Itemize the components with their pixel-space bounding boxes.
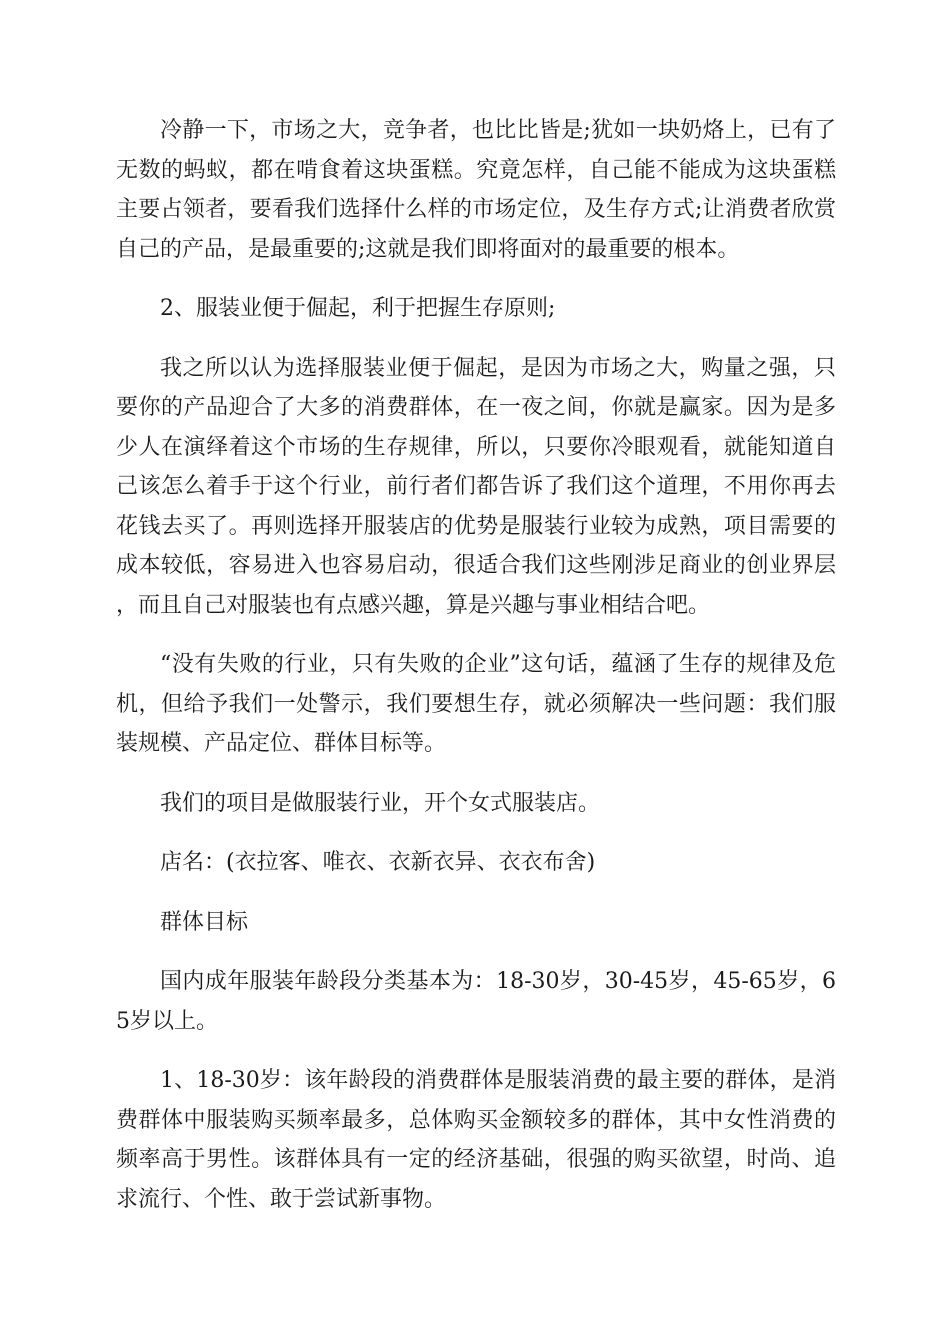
paragraph-heading-clothing-industry: 2、服装业便于倔起，利于把握生存原则; [160,296,556,321]
paragraph-store-names: 店名：(衣拉客、唯衣、衣新衣异、衣衣布舍) [160,850,596,875]
paragraph-project-description: 我们的项目是做服装行业，开个女式服装店。 [160,790,601,816]
paragraph-no-failing-industry: “没有失败的行业，只有失败的企业”这句话，蕴涵了生存的规律及危机，但给予我们一处警示，我们要想生存，就必须解决一些问题：我们服装规模、产品定位、群体目标等。 [116,652,836,756]
paragraph-market-competition: 冷静一下，市场之大，竞争者，也比比皆是;犹如一块奶烙上，已有了无数的蚂蚁，都在啃食着这块蛋糕。究竟怎样，自己能不能成为这块蛋糕主要占领者，要看我们选择什么样的市场定位，及生存方式;让消费者欣赏自己的产品，是最重要的;这就是我们即将面对的最重要的根本。 [116,118,836,262]
document-body [116,111,836,1239]
paragraph-why-clothing-industry: 我之所以认为选择服装业便于倔起，是因为市场之大，购量之强，只要你的产品迎合了大多的消费群体，在一夜之间，你就是赢家。因为是多少人在演绎着这个市场的生存规律，所以，只要你冷眼观看，就能知道自己该怎么着手于这个行业，前行者们都告诉了我们这个道理，不用你再去花钱去买了。再则选择开服装店的优势是服装行业较为成熟，项目需要的成本较低，容易进入也容易启动，很适合我们这些刚涉足商业的创业界层，而且自己对服装也有点感兴趣，算是兴趣与事业相结合吧。 [116,355,836,618]
paragraph-age-classification: 国内成年服装年龄段分类基本为：18-30岁，30-45岁，45-65岁，65岁以上。 [116,969,836,1034]
paragraph-heading-target-group: 群体目标 [160,909,249,935]
paragraph-age-18-30: 1、18-30岁：该年龄段的消费群体是服装消费的最主要的群体，是消费群体中服装购买频率最多，总体购买金额较多的群体，其中女性消费的频率高于男性。该群体具有一定的经济基础，很强的购买欲望，时尚、追求流行、个性、敢于尝试新事物。 [116,1068,836,1212]
